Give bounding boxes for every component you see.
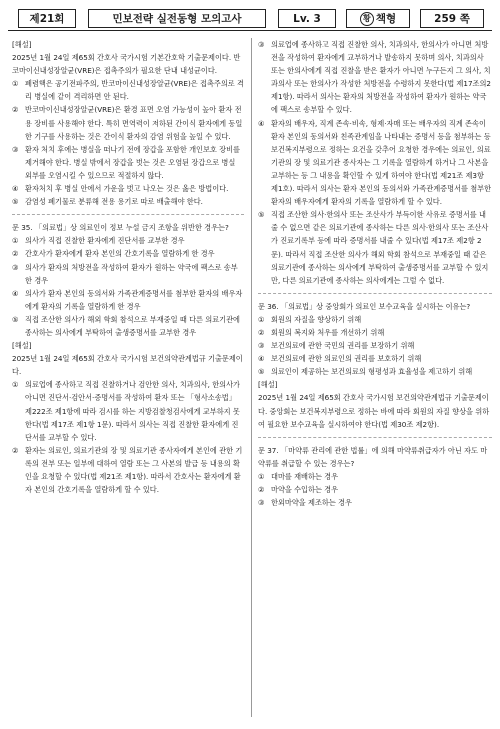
choice-number: ③ bbox=[258, 498, 265, 508]
choice-text: 감염성 폐기물로 분류해 전용 용기로 따로 배출해야 한다. bbox=[25, 197, 203, 207]
answer-choice[interactable] bbox=[12, 261, 244, 287]
choice-text: 의사가 직접 진찰한 환자에게 진단서를 교부한 경우 bbox=[25, 236, 185, 246]
answer-choice[interactable] bbox=[258, 352, 492, 365]
choice-number: ⑤ bbox=[12, 314, 19, 324]
choice-text: 환자의 배우자, 직계 존속·비속, 형제·자매 또는 배우자의 직계 존속이 환자 본인의 동의서와 친족관계임을 나타내는 증명서 등을 첨부하는 등 보건복지부령으로 정하는 요건을 갖추어 요청한 경우에는 의료인, 의료기관의 장 및 의료기관 종사자는 그 기록을 열람하게 하거나 그 사본을 교부하는 등 그 내용을 확인할 수 있게 하여야 한다(법 제21조 제3항 제1호). 따라서 의사는 환자 본인의 동의서와 가족관계증명서를 첨부한 환자의 배우자에게 환자의 기록을 열람하게 할 수 있다. bbox=[271, 118, 492, 207]
answer-choice[interactable] bbox=[12, 287, 244, 313]
choice-number: ④ bbox=[12, 184, 19, 194]
answer-choice[interactable] bbox=[258, 483, 492, 496]
choice-text: 환자처치 후 병실 안에서 가운을 벗고 나오는 것은 옳은 방법이다. bbox=[25, 184, 229, 194]
answer-choice[interactable] bbox=[258, 339, 492, 352]
choice-number: ① bbox=[12, 380, 19, 390]
choice-number: ② bbox=[12, 249, 19, 259]
page-box bbox=[420, 9, 484, 28]
level-box bbox=[278, 9, 336, 28]
explanation-option bbox=[12, 444, 244, 496]
question-separator bbox=[12, 214, 244, 215]
book-type-box bbox=[346, 9, 410, 28]
answer-choice[interactable] bbox=[258, 470, 492, 483]
explanation-option bbox=[258, 38, 492, 117]
explanation-option bbox=[12, 378, 244, 443]
explanation-option bbox=[12, 143, 244, 182]
choice-text: 환자는 의료인, 의료기관의 장 및 의료기관 종사자에게 본인에 관한 기록의 전부 또는 일부에 대하여 열람 또는 그 사본의 발급 등 내용의 확인을 요청할 수 있다(법 제21조 제1항). 따라서 간호사는 환자에게 환자 본인의 간호기록을 열람하게 할 수 있다. bbox=[25, 445, 243, 495]
choice-number: ① bbox=[258, 471, 265, 481]
choice-text: 의료업에 종사하고 직접 진찰한 의사, 치과의사, 한의사가 아니면 처방전을 작성하여 환자에게 교부하거나 발송하지 못하며 의사, 치과의사 또는 한의사에게 직접 진찰을 받은 환자가 아니면 누구든지 그 의사, 치과의사 또는 한의사가 작성한 처방전을 수령하지 못한다(법 제17조의2 제1항). 따라서 의사는 환자의 처방전을 작성하여 환자가 원하는 약국에 팩스로 송부할 수 있다. bbox=[271, 40, 491, 115]
explanation-tag: [해설] bbox=[258, 380, 278, 390]
choice-text: 환자 처치 후에는 병실을 떠나기 전에 장갑을 포함한 개인보호 장비를 제거해야 한다. 병실 밖에서 장갑을 벗는 것은 오염된 장갑으로 병실 외부를 오염시킬 수 있으므로 적절하지 않다. bbox=[25, 144, 240, 180]
round-label: 제21회 bbox=[29, 13, 65, 25]
question-37-stem: 문 37. 「마약류 관리에 관한 법률」에 의해 마약류취급자가 아닌 자도 마약류를 취급할 수 있는 경우는? bbox=[258, 445, 488, 468]
choice-text: 한외마약을 제조하는 경우 bbox=[271, 498, 352, 508]
choice-text: 반코마이신내성장알균(VRE)은 환경 표면 오염 가능성이 높아 환자 전용 장비를 사용해야 한다. 특히 면역력이 저하된 간이식 환자에게 동일한 기구를 사용하는 것은 간이식 환자의 감염 위험을 높일 수 있다. bbox=[25, 105, 243, 141]
page-number: 259 쪽 bbox=[434, 13, 470, 25]
answer-choice[interactable] bbox=[12, 313, 244, 339]
choice-number: ⑤ bbox=[258, 367, 265, 377]
answer-choice[interactable] bbox=[258, 496, 492, 509]
explanation-option bbox=[12, 103, 244, 142]
choice-text: 보건의료에 관한 국민의 권리를 보장하기 위해 bbox=[271, 341, 415, 351]
answer-choice[interactable] bbox=[12, 247, 244, 260]
choice-number: ③ bbox=[12, 144, 19, 154]
explanation-option bbox=[12, 77, 244, 103]
choice-number: ① bbox=[258, 314, 265, 324]
page-header bbox=[8, 6, 492, 32]
question-35-stem: 문 35. 「의료법」상 의료인이 정보 누설 금지 조항을 위반한 경우는? bbox=[12, 223, 229, 233]
choice-text: 간호사가 환자에게 환자 본인의 간호기록을 열람하게 한 경우 bbox=[25, 249, 215, 259]
exam-title-box bbox=[88, 9, 266, 28]
choice-text: 의사가 환자의 처방전을 작성하여 환자가 원하는 약국에 팩스로 송부한 경우 bbox=[25, 262, 238, 285]
right-column bbox=[258, 38, 492, 509]
explanation-intro: 2025년 1월 24일 제65회 간호사 국가시험 보건의약관계법규 기출문제이다. bbox=[12, 354, 243, 377]
book-label: 책형 bbox=[375, 13, 397, 25]
explanation-tag: [해설] bbox=[12, 40, 32, 49]
book-badge: 황 bbox=[360, 12, 374, 26]
choice-text: 대마를 재배하는 경우 bbox=[271, 471, 339, 481]
answer-choice[interactable] bbox=[258, 326, 492, 339]
left-column bbox=[12, 38, 244, 496]
question-separator bbox=[258, 293, 492, 294]
round-box bbox=[18, 9, 76, 28]
answer-choice[interactable] bbox=[258, 313, 492, 326]
choice-text: 직접 조산한 의사·한의사 또는 조산사가 부득이한 사유로 증명서를 내줄 수 없으면 같은 의료기관에 종사하는 다른 의사·한의사 또는 조산사가 진료기록부 등에 따라 증명서를 내줄 수 있다(법 제17조 제2항 2문). 따라서 직접 조산한 의사가 해외 학회 참석으로 부재중일 때 같은 의료기관에 종사하는 의사에게 부탁하여 출생증명서를 교부할 수 있지만, 다른 의료기관에 종사하는 의사에게는 그럴 수 없다. bbox=[271, 210, 489, 285]
level-label: Lv. 3 bbox=[293, 12, 321, 25]
column-divider bbox=[251, 38, 252, 717]
question-separator bbox=[258, 437, 492, 438]
choice-number: ③ bbox=[258, 341, 265, 351]
explanation-option bbox=[258, 208, 492, 287]
explanation-option bbox=[258, 117, 492, 209]
choice-number: ⑤ bbox=[258, 210, 265, 220]
choice-number: ③ bbox=[258, 40, 265, 49]
choice-number: ④ bbox=[258, 354, 265, 364]
choice-text: 회원의 자질을 향상하기 위해 bbox=[271, 314, 362, 324]
explanation-intro: 2025년 1월 24일 제65회 간호사 국가시험 기본간호학 기출문제이다. 반코마이신내성장알균(VRE)은 접촉주의가 필요한 단내 내성균이다. bbox=[12, 53, 241, 76]
choice-number: ① bbox=[12, 236, 19, 246]
choice-text: 마약을 수입하는 경우 bbox=[271, 485, 339, 494]
choice-text: 의료인이 제공하는 보건의료의 형평성과 효율성을 제고하기 위해 bbox=[271, 367, 473, 377]
choice-number: ② bbox=[258, 327, 265, 337]
explanation-option bbox=[12, 195, 244, 208]
choice-text: 직접 조산한 의사가 해외 학회 참석으로 부재중일 때 다른 의료기관에 종사하는 의사에게 부탁하여 출생증명서를 교부한 경우 bbox=[25, 314, 240, 337]
explanation-option bbox=[12, 182, 244, 195]
choice-text: 의료업에 종사하고 직접 진찰하거나 검안한 의사, 치과의사, 한의사가 아니면 진단서·검안서·증명서를 작성하여 환자 또는 「형사소송법」 제222조 제1항에 따라 검시를 하는 지방검찰청검사에게 교부하지 못한다(법 제17조 제1항 1문). 따라서 의사는 직접 진찰한 환자에게 진단서를 교부할 수 있다. bbox=[25, 380, 240, 442]
choice-number: ⑤ bbox=[12, 197, 19, 207]
choice-number: ② bbox=[258, 485, 265, 494]
choice-number: ① bbox=[12, 79, 19, 89]
question-36-stem: 문 36. 「의료법」상 중앙회가 의료인 보수교육을 실시하는 이유는? bbox=[258, 301, 471, 311]
answer-choice[interactable] bbox=[12, 234, 244, 247]
choice-text: 보건의료에 관한 의료인의 권리를 보호하기 위해 bbox=[271, 354, 422, 364]
exam-title: 민보전략 실전동형 모의고사 bbox=[112, 13, 242, 25]
choice-number: ② bbox=[12, 105, 19, 115]
choice-text: 의사가 환자 본인의 동의서와 가족관계증명서를 첨부한 환자의 배우자에게 환자의 기록을 열람하게 한 경우 bbox=[25, 288, 243, 311]
answer-choice[interactable] bbox=[258, 365, 492, 378]
choice-text: 폐렴핵은 공기전파주의, 반코마이신내성장알균(VRE)은 접촉주의로 격리 병실에 같이 격리하면 안 된다. bbox=[25, 79, 244, 102]
choice-number: ② bbox=[12, 445, 19, 455]
header-rule bbox=[8, 30, 492, 31]
choice-text: 회원의 복지와 처우를 개선하기 위해 bbox=[271, 327, 385, 337]
explanation-tag: [해설] bbox=[12, 341, 32, 351]
choice-number: ④ bbox=[258, 118, 265, 128]
explanation-body: 2025년 1월 24일 제65회 간호사 국가시험 보건의약관계법규 기출문제이다. 중앙회는 보건복지부령으로 정하는 바에 따라 회원의 자질 향상을 위하여 필요한 보수교육을 실시하여야 한다(법 제30조 제2항). bbox=[258, 393, 490, 429]
choice-number: ④ bbox=[12, 288, 19, 298]
choice-number: ③ bbox=[12, 262, 19, 272]
